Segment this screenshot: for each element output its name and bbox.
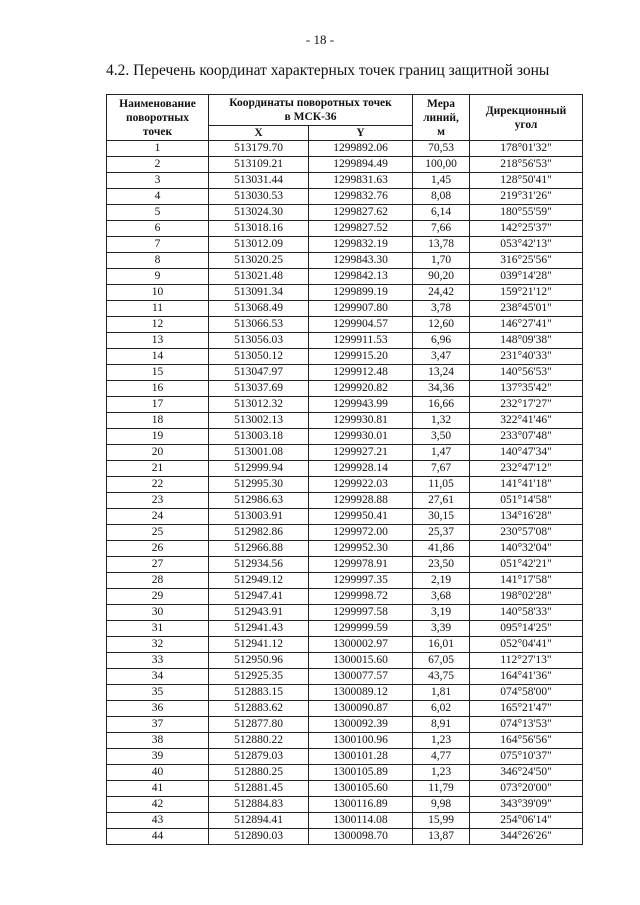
line-length-cell: 7,67 [413, 461, 470, 477]
x-coordinate-cell: 512883.15 [209, 685, 309, 701]
y-coordinate-cell: 1299827.52 [309, 221, 413, 237]
x-coordinate-cell: 513020.25 [209, 253, 309, 269]
line-length-cell: 6,02 [413, 701, 470, 717]
y-coordinate-cell: 1299920.82 [309, 381, 413, 397]
table-row [107, 589, 583, 605]
direction-angle-cell: 232°47'12" [470, 461, 583, 477]
line-length-cell: 1,23 [413, 733, 470, 749]
x-coordinate-cell: 513066.53 [209, 317, 309, 333]
x-coordinate-cell: 513012.09 [209, 237, 309, 253]
y-coordinate-cell: 1299998.72 [309, 589, 413, 605]
y-coordinate-cell: 1299922.03 [309, 477, 413, 493]
table-row [107, 333, 583, 349]
x-coordinate-cell: 512986.63 [209, 493, 309, 509]
y-coordinate-cell: 1300089.12 [309, 685, 413, 701]
x-coordinate-cell: 513012.32 [209, 397, 309, 413]
x-coordinate-cell: 512884.83 [209, 797, 309, 813]
x-coordinate-cell: 512879.03 [209, 749, 309, 765]
point-number-cell: 44 [107, 829, 209, 845]
y-coordinate-cell: 1299832.76 [309, 189, 413, 205]
direction-angle-cell: 146°27'41" [470, 317, 583, 333]
point-number-cell: 7 [107, 237, 209, 253]
line-length-cell: 8,91 [413, 717, 470, 733]
point-number-cell: 42 [107, 797, 209, 813]
line-length-cell: 23,50 [413, 557, 470, 573]
direction-angle-cell: 140°56'53" [470, 365, 583, 381]
y-coordinate-cell: 1300092.39 [309, 717, 413, 733]
direction-angle-cell: 180°55'59" [470, 205, 583, 221]
point-number-cell: 37 [107, 717, 209, 733]
header-point-name: Наименование поворотных точек [107, 95, 209, 141]
table-row [107, 573, 583, 589]
point-number-cell: 28 [107, 573, 209, 589]
table-row [107, 157, 583, 173]
table-row [107, 525, 583, 541]
table-row [107, 685, 583, 701]
table-row [107, 829, 583, 845]
point-number-cell: 8 [107, 253, 209, 269]
x-coordinate-cell: 513047.97 [209, 365, 309, 381]
point-number-cell: 9 [107, 269, 209, 285]
table-row [107, 717, 583, 733]
y-coordinate-cell: 1299907.80 [309, 301, 413, 317]
point-number-cell: 29 [107, 589, 209, 605]
direction-angle-cell: 316°25'56" [470, 253, 583, 269]
point-number-cell: 38 [107, 733, 209, 749]
point-number-cell: 18 [107, 413, 209, 429]
line-length-cell: 3,19 [413, 605, 470, 621]
table-row [107, 653, 583, 669]
x-coordinate-cell: 513056.03 [209, 333, 309, 349]
direction-angle-cell: 073°20'00" [470, 781, 583, 797]
x-coordinate-cell: 513068.49 [209, 301, 309, 317]
point-number-cell: 10 [107, 285, 209, 301]
line-length-cell: 3,39 [413, 621, 470, 637]
point-number-cell: 16 [107, 381, 209, 397]
line-length-cell: 15,99 [413, 813, 470, 829]
x-coordinate-cell: 513050.12 [209, 349, 309, 365]
y-coordinate-cell: 1299930.01 [309, 429, 413, 445]
table-row [107, 285, 583, 301]
y-coordinate-cell: 1300077.57 [309, 669, 413, 685]
line-length-cell: 1,32 [413, 413, 470, 429]
y-coordinate-cell: 1299911.53 [309, 333, 413, 349]
x-coordinate-cell: 512881.45 [209, 781, 309, 797]
x-coordinate-cell: 512949.12 [209, 573, 309, 589]
direction-angle-cell: 164°56'56" [470, 733, 583, 749]
x-coordinate-cell: 512966.88 [209, 541, 309, 557]
point-number-cell: 14 [107, 349, 209, 365]
y-coordinate-cell: 1299831.63 [309, 173, 413, 189]
line-length-cell: 16,01 [413, 637, 470, 653]
table-row [107, 669, 583, 685]
point-number-cell: 34 [107, 669, 209, 685]
direction-angle-cell: 148°09'38" [470, 333, 583, 349]
x-coordinate-cell: 512880.25 [209, 765, 309, 781]
line-length-cell: 25,37 [413, 525, 470, 541]
x-coordinate-cell: 512883.62 [209, 701, 309, 717]
header-y: Y [309, 126, 413, 141]
point-number-cell: 33 [107, 653, 209, 669]
direction-angle-cell: 051°42'21" [470, 557, 583, 573]
direction-angle-cell: 137°35'42" [470, 381, 583, 397]
line-length-cell: 6,14 [413, 205, 470, 221]
point-number-cell: 1 [107, 141, 209, 157]
x-coordinate-cell: 513018.16 [209, 221, 309, 237]
line-length-cell: 30,15 [413, 509, 470, 525]
point-number-cell: 41 [107, 781, 209, 797]
direction-angle-cell: 074°13'53" [470, 717, 583, 733]
point-number-cell: 5 [107, 205, 209, 221]
table-row [107, 509, 583, 525]
header-coordinates: Координаты поворотных точек в МСК-36 [209, 95, 413, 126]
y-coordinate-cell: 1299843.30 [309, 253, 413, 269]
direction-angle-cell: 051°14'58" [470, 493, 583, 509]
y-coordinate-cell: 1299978.91 [309, 557, 413, 573]
table-row [107, 301, 583, 317]
direction-angle-cell: 159°21'12" [470, 285, 583, 301]
coordinates-table [106, 94, 583, 845]
line-length-cell: 24,42 [413, 285, 470, 301]
table-row [107, 445, 583, 461]
table-row [107, 493, 583, 509]
table-row [107, 317, 583, 333]
x-coordinate-cell: 513109.21 [209, 157, 309, 173]
x-coordinate-cell: 512934.56 [209, 557, 309, 573]
table-row [107, 477, 583, 493]
point-number-cell: 43 [107, 813, 209, 829]
x-coordinate-cell: 512947.41 [209, 589, 309, 605]
line-length-cell: 11,79 [413, 781, 470, 797]
point-number-cell: 3 [107, 173, 209, 189]
line-length-cell: 90,20 [413, 269, 470, 285]
y-coordinate-cell: 1299997.58 [309, 605, 413, 621]
table-row [107, 253, 583, 269]
line-length-cell: 3,50 [413, 429, 470, 445]
line-length-cell: 2,19 [413, 573, 470, 589]
table-body [107, 141, 583, 845]
line-length-cell: 3,78 [413, 301, 470, 317]
table-row [107, 141, 583, 157]
point-number-cell: 35 [107, 685, 209, 701]
direction-angle-cell: 095°14'25" [470, 621, 583, 637]
table-row [107, 765, 583, 781]
direction-angle-cell: 134°16'28" [470, 509, 583, 525]
point-number-cell: 25 [107, 525, 209, 541]
direction-angle-cell: 178°01'32" [470, 141, 583, 157]
y-coordinate-cell: 1299899.19 [309, 285, 413, 301]
point-number-cell: 19 [107, 429, 209, 445]
direction-angle-cell: 074°58'00" [470, 685, 583, 701]
point-number-cell: 39 [107, 749, 209, 765]
line-length-cell: 9,98 [413, 797, 470, 813]
point-number-cell: 40 [107, 765, 209, 781]
table-row [107, 621, 583, 637]
direction-angle-cell: 343°39'09" [470, 797, 583, 813]
point-number-cell: 31 [107, 621, 209, 637]
table-row [107, 173, 583, 189]
x-coordinate-cell: 513003.91 [209, 509, 309, 525]
y-coordinate-cell: 1299950.41 [309, 509, 413, 525]
point-number-cell: 4 [107, 189, 209, 205]
y-coordinate-cell: 1300101.28 [309, 749, 413, 765]
line-length-cell: 1,47 [413, 445, 470, 461]
table-row [107, 749, 583, 765]
table-row [107, 269, 583, 285]
point-number-cell: 15 [107, 365, 209, 381]
table-row [107, 205, 583, 221]
line-length-cell: 16,66 [413, 397, 470, 413]
y-coordinate-cell: 1299915.20 [309, 349, 413, 365]
table-row [107, 461, 583, 477]
x-coordinate-cell: 512941.12 [209, 637, 309, 653]
x-coordinate-cell: 512995.30 [209, 477, 309, 493]
line-length-cell: 13,24 [413, 365, 470, 381]
direction-angle-cell: 140°32'04" [470, 541, 583, 557]
line-length-cell: 67,05 [413, 653, 470, 669]
direction-angle-cell: 233°07'48" [470, 429, 583, 445]
line-length-cell: 1,81 [413, 685, 470, 701]
direction-angle-cell: 346°24'50" [470, 765, 583, 781]
table-row [107, 189, 583, 205]
x-coordinate-cell: 513001.08 [209, 445, 309, 461]
point-number-cell: 27 [107, 557, 209, 573]
x-coordinate-cell: 513091.34 [209, 285, 309, 301]
table-row [107, 701, 583, 717]
y-coordinate-cell: 1299827.62 [309, 205, 413, 221]
line-length-cell: 12,60 [413, 317, 470, 333]
direction-angle-cell: 344°26'26" [470, 829, 583, 845]
direction-angle-cell: 141°17'58" [470, 573, 583, 589]
table-row [107, 237, 583, 253]
direction-angle-cell: 052°04'41" [470, 637, 583, 653]
point-number-cell: 36 [107, 701, 209, 717]
direction-angle-cell: 140°58'33" [470, 605, 583, 621]
line-length-cell: 1,70 [413, 253, 470, 269]
table-row [107, 541, 583, 557]
table-row [107, 781, 583, 797]
y-coordinate-cell: 1299997.35 [309, 573, 413, 589]
y-coordinate-cell: 1299943.99 [309, 397, 413, 413]
y-coordinate-cell: 1299912.48 [309, 365, 413, 381]
direction-angle-cell: 218°56'53" [470, 157, 583, 173]
direction-angle-cell: 075°10'37" [470, 749, 583, 765]
point-number-cell: 20 [107, 445, 209, 461]
y-coordinate-cell: 1299892.06 [309, 141, 413, 157]
direction-angle-cell: 231°40'33" [470, 349, 583, 365]
x-coordinate-cell: 512982.86 [209, 525, 309, 541]
x-coordinate-cell: 512941.43 [209, 621, 309, 637]
section-title: 4.2. Перечень координат характерных точек границ защитной зоны [106, 62, 550, 79]
table-row [107, 813, 583, 829]
y-coordinate-cell: 1300105.60 [309, 781, 413, 797]
line-length-cell: 8,08 [413, 189, 470, 205]
direction-angle-cell: 141°41'18" [470, 477, 583, 493]
point-number-cell: 2 [107, 157, 209, 173]
line-length-cell: 4,77 [413, 749, 470, 765]
direction-angle-cell: 219°31'26" [470, 189, 583, 205]
x-coordinate-cell: 512950.96 [209, 653, 309, 669]
line-length-cell: 3,68 [413, 589, 470, 605]
point-number-cell: 6 [107, 221, 209, 237]
line-length-cell: 41,86 [413, 541, 470, 557]
line-length-cell: 1,23 [413, 765, 470, 781]
y-coordinate-cell: 1299930.81 [309, 413, 413, 429]
y-coordinate-cell: 1299999.59 [309, 621, 413, 637]
point-number-cell: 24 [107, 509, 209, 525]
line-length-cell: 11,05 [413, 477, 470, 493]
header-direction-angle: Дирекционный угол [470, 95, 583, 141]
direction-angle-cell: 232°17'27" [470, 397, 583, 413]
y-coordinate-cell: 1299952.30 [309, 541, 413, 557]
table-row [107, 733, 583, 749]
line-length-cell: 3,47 [413, 349, 470, 365]
table-row [107, 797, 583, 813]
y-coordinate-cell: 1300114.08 [309, 813, 413, 829]
table-row [107, 397, 583, 413]
header-line-length: Мера линий, м [413, 95, 470, 141]
point-number-cell: 23 [107, 493, 209, 509]
line-length-cell: 43,75 [413, 669, 470, 685]
table-row [107, 413, 583, 429]
point-number-cell: 22 [107, 477, 209, 493]
y-coordinate-cell: 1300015.60 [309, 653, 413, 669]
point-number-cell: 32 [107, 637, 209, 653]
x-coordinate-cell: 513031.44 [209, 173, 309, 189]
x-coordinate-cell: 513002.13 [209, 413, 309, 429]
point-number-cell: 30 [107, 605, 209, 621]
line-length-cell: 27,61 [413, 493, 470, 509]
table-row [107, 557, 583, 573]
point-number-cell: 17 [107, 397, 209, 413]
y-coordinate-cell: 1299842.13 [309, 269, 413, 285]
y-coordinate-cell: 1299972.00 [309, 525, 413, 541]
x-coordinate-cell: 513003.18 [209, 429, 309, 445]
line-length-cell: 6,96 [413, 333, 470, 349]
direction-angle-cell: 230°57'08" [470, 525, 583, 541]
y-coordinate-cell: 1300105.89 [309, 765, 413, 781]
x-coordinate-cell: 512925.35 [209, 669, 309, 685]
direction-angle-cell: 164°41'36" [470, 669, 583, 685]
table-row [107, 381, 583, 397]
x-coordinate-cell: 513030.53 [209, 189, 309, 205]
y-coordinate-cell: 1300090.87 [309, 701, 413, 717]
point-number-cell: 13 [107, 333, 209, 349]
y-coordinate-cell: 1299928.88 [309, 493, 413, 509]
line-length-cell: 13,87 [413, 829, 470, 845]
table-row [107, 365, 583, 381]
point-number-cell: 12 [107, 317, 209, 333]
table-row [107, 429, 583, 445]
header-x: X [209, 126, 309, 141]
y-coordinate-cell: 1299927.21 [309, 445, 413, 461]
table-row [107, 637, 583, 653]
y-coordinate-cell: 1299832.19 [309, 237, 413, 253]
y-coordinate-cell: 1300098.70 [309, 829, 413, 845]
direction-angle-cell: 198°02'28" [470, 589, 583, 605]
point-number-cell: 26 [107, 541, 209, 557]
x-coordinate-cell: 512880.22 [209, 733, 309, 749]
x-coordinate-cell: 512943.91 [209, 605, 309, 621]
line-length-cell: 7,66 [413, 221, 470, 237]
x-coordinate-cell: 512877.80 [209, 717, 309, 733]
x-coordinate-cell: 513037.69 [209, 381, 309, 397]
table-row [107, 605, 583, 621]
y-coordinate-cell: 1300100.96 [309, 733, 413, 749]
direction-angle-cell: 053°42'13" [470, 237, 583, 253]
line-length-cell: 1,45 [413, 173, 470, 189]
line-length-cell: 100,00 [413, 157, 470, 173]
x-coordinate-cell: 513024.30 [209, 205, 309, 221]
point-number-cell: 21 [107, 461, 209, 477]
direction-angle-cell: 039°14'28" [470, 269, 583, 285]
y-coordinate-cell: 1299928.14 [309, 461, 413, 477]
direction-angle-cell: 322°41'46" [470, 413, 583, 429]
direction-angle-cell: 238°45'01" [470, 301, 583, 317]
y-coordinate-cell: 1300116.89 [309, 797, 413, 813]
x-coordinate-cell: 513179.70 [209, 141, 309, 157]
x-coordinate-cell: 512894.41 [209, 813, 309, 829]
x-coordinate-cell: 513021.48 [209, 269, 309, 285]
table-row [107, 221, 583, 237]
point-number-cell: 11 [107, 301, 209, 317]
direction-angle-cell: 254°06'14" [470, 813, 583, 829]
direction-angle-cell: 142°25'37" [470, 221, 583, 237]
y-coordinate-cell: 1299894.49 [309, 157, 413, 173]
y-coordinate-cell: 1300002.97 [309, 637, 413, 653]
direction-angle-cell: 112°27'13" [470, 653, 583, 669]
line-length-cell: 70,53 [413, 141, 470, 157]
direction-angle-cell: 165°21'47" [470, 701, 583, 717]
page-number: - 18 - [305, 32, 335, 47]
line-length-cell: 34,36 [413, 381, 470, 397]
y-coordinate-cell: 1299904.57 [309, 317, 413, 333]
table-row [107, 349, 583, 365]
x-coordinate-cell: 512890.03 [209, 829, 309, 845]
x-coordinate-cell: 512999.94 [209, 461, 309, 477]
direction-angle-cell: 128°50'41" [470, 173, 583, 189]
direction-angle-cell: 140°47'34" [470, 445, 583, 461]
line-length-cell: 13,78 [413, 237, 470, 253]
